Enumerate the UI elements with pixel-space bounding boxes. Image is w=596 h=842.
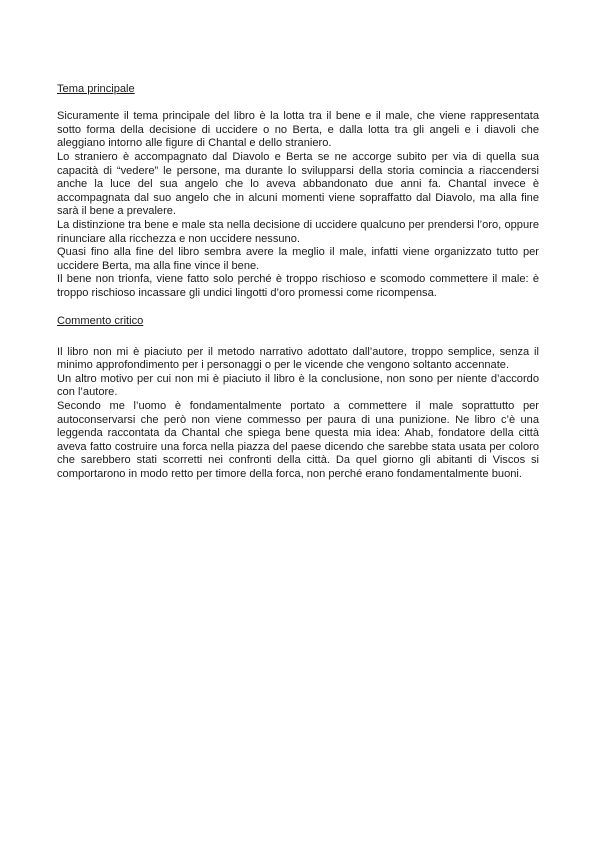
- paragraph-tema-4: Quasi fino alla fine del libro sembra avere la meglio il male, infatti viene organizzato tutto per uccidere Berta, ma alla fine vince il bene.: [57, 246, 539, 272]
- paragraph-tema-5: Il bene non trionfa, viene fatto solo perché è troppo rischioso e scomodo commettere il male: è troppo rischioso incassare gli undici lingotti d’oro promessi come ricompensa.: [57, 273, 539, 299]
- paragraph-tema-1: Sicuramente il tema principale del libro è la lotta tra il bene e il male, che viene rappresentata sotto forma della decisione di uccidere o no Berta, e dalla lotta tra gli angeli e i diavoli che aleggiano intorno alle figure di Chantal e dello straniero.: [57, 110, 539, 150]
- section-heading-commento-critico: Commento critico: [57, 314, 144, 327]
- paragraph-commento-1: Il libro non mi è piaciuto per il metodo narrativo adottato dall’autore, troppo semplice, senza il minimo approfondimento per i personaggi o per le vicende che vengono soltanto accennate.: [57, 345, 539, 372]
- blank-line: [57, 328, 539, 342]
- paragraph-tema-2: Lo straniero è accompagnato dal Diavolo e Berta se ne accorge subito per via di quella sua capacità di “vedere” le persone, ma durante lo svilupparsi della storia comincia a riaccendersi anche la luce del sua angelo che lo aveva abbandonato due anni fa. Chantal invece è accompagnata dal suo angelo che in alcuni momenti viene sopraffatto dal Diavolo, ma alla fine sarà il bene a prevalere.: [57, 150, 539, 218]
- document-page: [57, 83, 539, 482]
- paragraph-tema-3: La distinzione tra bene e male sta nella decisione di uccidere qualcuno per prendersi l’oro, oppure rinunciare alla ricchezza e non uccidere nessuno.: [57, 218, 539, 245]
- paragraph-commento-2: Un altro motivo per cui non mi è piaciuto il libro è la conclusione, non sono per niente d’accordo con l’autore.: [57, 372, 539, 399]
- blank-line: [57, 97, 539, 111]
- section-heading-tema-principale: Tema principale: [57, 83, 135, 95]
- paragraph-commento-3: Secondo me l’uomo è fondamentalmente portato a commettere il male soprattutto per autoconservarsi che però non viene commesso per paura di una punizione. Ne libro c’è una leggenda raccontata da Chantal che spiega bene questa mia idea: Ahab, fondatore della città aveva fatto costruire una forca nella piazza del paese dicendo che sarebbe stata usata per coloro che sarebbero stati scorretti nei confronti della città. Da quel giorno gli abitanti di Viscos si comportarono in modo retto per timore della forca, non perché erano fondamentalmente buoni.: [57, 400, 539, 481]
